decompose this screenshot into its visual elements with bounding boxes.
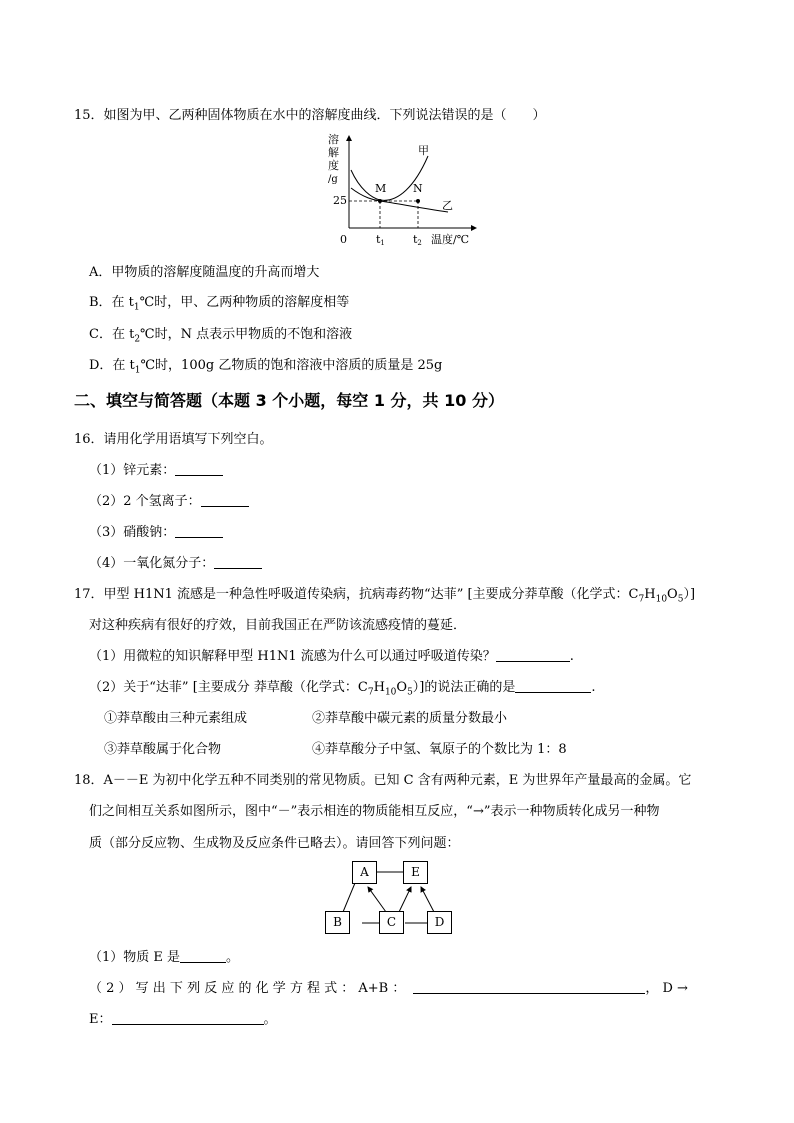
q18-part-1: （1）物质 E 是 。 [89, 950, 240, 965]
q17-line-2: 对这种疾病有很好的疗效，目前我国正在严防该流感疫情的蔓延． [89, 618, 467, 633]
q18-line-1: 18．A－－E 为初中化学五种不同类别的常见物质。已知 C 含有两种元素，E 为世界年产量最高的金属。它 [74, 773, 692, 788]
graph-xlabel: 温度/℃ [431, 233, 470, 246]
arrow-d-e [421, 887, 434, 912]
q18-line-3: 质（部分反应物、生成物及反应条件已略去）。请回答下列问题： [89, 836, 460, 851]
node-b: B [325, 911, 350, 934]
arrow-c-e [399, 887, 411, 912]
label-n: N [413, 182, 423, 195]
tick-t2: t2 [413, 233, 422, 247]
graph-ylabel-2: 解 [328, 146, 339, 159]
label-yi: 乙 [442, 199, 453, 212]
node-e: E [403, 861, 428, 884]
answer-blank[interactable] [515, 679, 591, 693]
graph-ylabel-4: /g [328, 174, 338, 185]
point-m [378, 199, 382, 203]
answer-blank[interactable] [214, 555, 262, 569]
tick-25: 25 [333, 194, 347, 207]
arrow-c-a [368, 887, 386, 912]
tick-t1: t1 [376, 233, 385, 247]
q16-stem: 16．请用化学用语填写下列空白。 [74, 432, 273, 447]
node-c: C [379, 911, 404, 934]
section-title: 二、填空与简答题（本题 3 个小题，每空 1 分，共 10 分） [74, 391, 504, 410]
answer-blank[interactable] [496, 648, 570, 662]
link-a-b [343, 883, 355, 912]
q15-stem: 15．如图为甲、乙两种固体物质在水中的溶解度曲线．下列说法错误的是（ ） [74, 108, 546, 123]
graph-ylabel-3: 度 [328, 159, 339, 172]
point-n [416, 199, 420, 203]
q17-option-2: ②莽草酸中碳元素的质量分数最小 [312, 711, 508, 726]
label-m: M [375, 182, 387, 195]
answer-blank[interactable] [413, 980, 645, 994]
q17-option-1: ①莽草酸由三种元素组成 [104, 711, 248, 726]
relation-diagram [320, 858, 460, 938]
q18-line-2: 们之间相互关系如图所示，图中“－”表示相连的物质能相互反应，“→”表示一种物质转化成另一种物 [89, 804, 660, 819]
label-jia: 甲 [418, 144, 429, 157]
answer-blank[interactable] [175, 462, 223, 476]
answer-blank[interactable] [175, 524, 223, 538]
answer-blank[interactable] [201, 493, 249, 507]
answer-blank[interactable] [112, 1011, 264, 1025]
q18-part-2: （ 2 ） 写 出 下 列 反 应 的 化 学 方 程 式 ： A+B ： ， D → [89, 981, 688, 996]
q16-item-2: （2）2 个氢离子： [89, 490, 249, 509]
q15-option-d: D．在 $t_1℃$时，100g 乙物质的饱和溶液中溶质的质量是 25g [89, 358, 443, 376]
q15-option-b: B．在 $t_1℃$时，甲、乙两种物质的溶解度相等 [89, 295, 350, 313]
q16-item-4: （4）一氧化氮分子： [89, 552, 262, 571]
q17-part-2: （2）关于“达菲” [主要成分 莽草酸（化学式：$C_7H_{10}O_5$）]的说法正确的是 . [89, 680, 596, 698]
node-d: D [427, 911, 452, 934]
solubility-graph [320, 132, 480, 250]
q18-part-2-cont: E： 。 [89, 1012, 277, 1027]
q16-item-1: （1）锌元素： [89, 459, 223, 478]
q17-part-1: （1）用微粒的知识解释甲型 H1N1 流感为什么可以通过呼吸道传染？ . [89, 649, 574, 664]
q16-item-3: （3）硝酸钠： [89, 521, 223, 540]
tick-origin: 0 [340, 233, 347, 246]
q17-line-1: 17．甲型 H1N1 流感是一种急性呼吸道传染病，抗病毒药物“达菲” [主要成分莽草酸（化学式：$C_7H_{10}O_5$）] [74, 587, 696, 605]
q17-option-3: ③莽草酸属于化合物 [104, 742, 222, 757]
q17-option-4: ④莽草酸分子中氢、氧原子的个数比为 1：8 [312, 742, 567, 757]
graph-ylabel-1: 溶 [328, 133, 339, 146]
node-a: A [352, 861, 377, 884]
answer-blank[interactable] [180, 949, 226, 963]
q15-option-a: A．甲物质的溶解度随温度的升高而增大 [89, 265, 320, 280]
q15-option-c: C．在 $t_2℃$时，N 点表示甲物质的不饱和溶液 [89, 327, 353, 345]
